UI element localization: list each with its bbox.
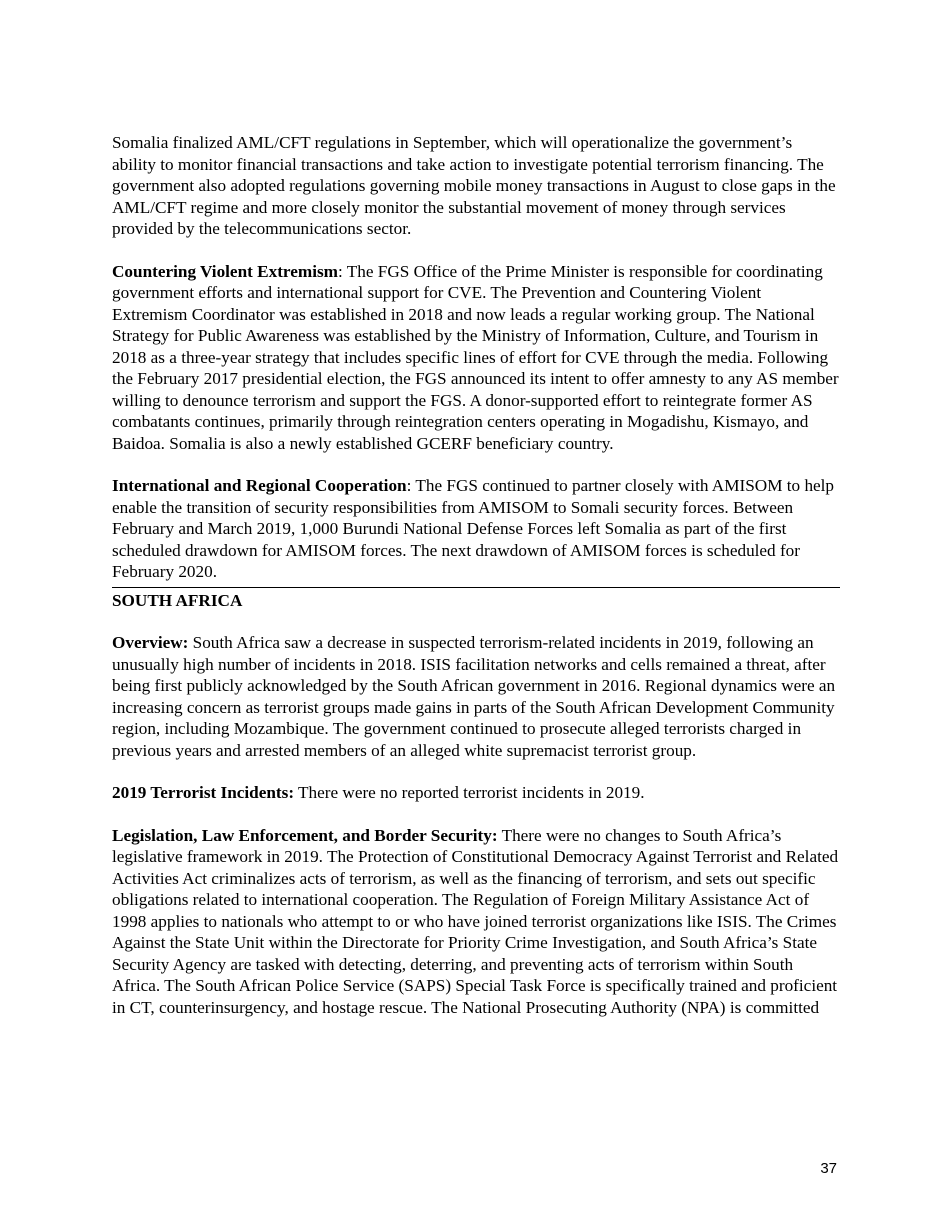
paragraph-cve: [112, 261, 840, 455]
paragraph-overview: [112, 632, 840, 761]
cve-text: : The FGS Office of the Prime Minister is responsible for coordinating government efforts and international support for CVE. The Prevention and Countering Violent Extremism Coordinator was established in 2018 and now leads a regular working group. The National Strategy for Public Awareness was established by the Ministry of Information, Culture, and Tourism in 2018 as a three-year strategy that includes specific lines of effort for CVE through the media. Following the February 2017 presidential election, the FGS announced its intent to offer amnesty to any AS member willing to denounce terrorism and support the FGS. A donor-supported effort to reintegrate former AS combatants continues, primarily through reintegration centers operating in Mogadishu, Kismayo, and Baidoa. Somalia is also a newly established GCERF beneficiary country.: [112, 261, 839, 453]
paragraph-incidents: [112, 782, 840, 804]
paragraph-international-cooperation: [112, 475, 840, 583]
page-body: [112, 132, 840, 1018]
overview-heading: Overview:: [112, 633, 189, 652]
overview-text: South Africa saw a decrease in suspected terrorism-related incidents in 2019, following an unusually high number of incidents in 2018. ISIS facilitation networks and cells remained a threat, after being first publicly acknowledged by the South African government in 2016. Regional dynamics were an increasing concern as terrorist groups made gains in parts of the South African Development Community region, including Mozambique. The government continued to prosecute alleged terrorists charged in previous years and arrested members of an alleged white supremacist terrorist group.: [112, 633, 836, 760]
section-divider: [112, 587, 840, 588]
paragraph-legislation: [112, 825, 840, 1019]
legislation-heading: Legislation, Law Enforcement, and Border Security:: [112, 825, 498, 845]
incidents-heading: 2019 Terrorist Incidents:: [112, 783, 295, 802]
irc-heading: International and Regional Cooperation: [112, 476, 407, 495]
legislation-text: There were no changes to South Africa’s legislative framework in 2019. The Protection of Constitutional Democracy Against Terrorist and Related Activities Act criminalizes acts of terrorism, as well as the financing of terrorism, and sets out specific obligations related to international cooperation. The Regulation of Foreign Military Assistance Act of 1998 applies to nationals who attempt to or who have joined terrorist organizations like ISIS. The Crimes Against the State Unit within the Directorate for Priority Crime Investigation, and South Africa’s State Security Agency are tasked with detecting, deterring, and preventing acts of terrorism within South Africa. The South African Police Service (SAPS) Special Task Force is specifically trained and proficient in CT, counterinsurgency, and hostage rescue. The National Prosecuting Authority (NPA) is committed: [112, 825, 839, 1017]
cve-heading: Countering Violent Extremism: [112, 261, 338, 281]
page-number: 37: [820, 1160, 837, 1177]
paragraph-amlcft: Somalia finalized AML/CFT regulations in September, which will operationalize the government’s ability to monitor financial transactions and take action to investigate potential terrorism financing. The government also adopted regulations governing mobile money transactions in August to close gaps in the AML/CFT regime and more closely monitor the substantial movement of money through services provided by the telecommunications sector.: [112, 133, 836, 238]
irc-text: : The FGS continued to partner closely with AMISOM to help enable the transition of security responsibilities from AMISOM to Somali security forces. Between February and March 2019, 1,000 Burundi National Defense Forces left Somalia as part of the first scheduled drawdown for AMISOM forces. The next drawdown of AMISOM forces is scheduled for February 2020.: [112, 476, 835, 581]
section-title-south-africa: SOUTH AFRICA: [112, 590, 243, 610]
incidents-text: There were no reported terrorist incidents in 2019.: [294, 783, 645, 802]
